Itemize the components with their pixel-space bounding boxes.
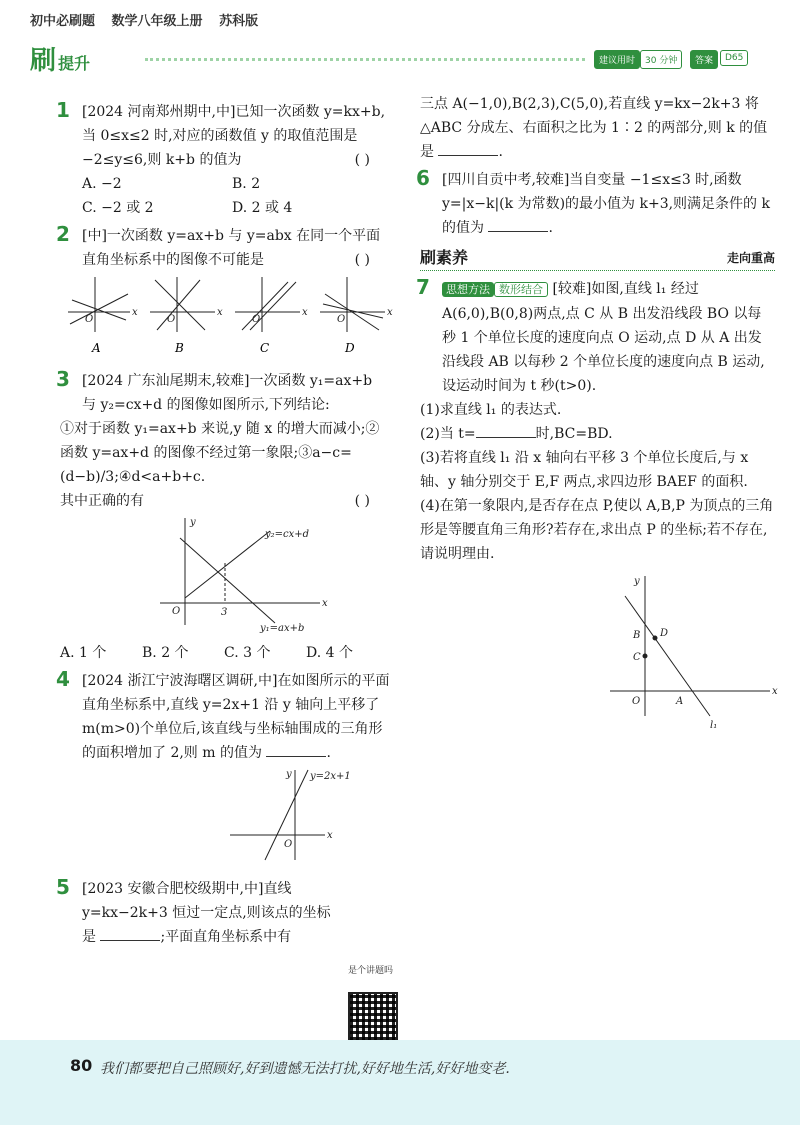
answer-blank[interactable] — [476, 423, 536, 438]
question-ask: 其中正确的有 — [60, 493, 144, 509]
question-text: [四川自贡中考,较难]当自变量 −1≤x≤3 时,函数 y=|x−k|(k 为常数)的最小值为 k+3,则满足条件的 k 的值为 — [442, 172, 770, 236]
option-c[interactable]: C. 3 个 — [224, 645, 271, 661]
option-a[interactable]: A. −2 — [82, 176, 122, 192]
page-number: 80 — [70, 1056, 93, 1075]
right-column — [416, 92, 778, 743]
part-3: (3)若将直线 l₁ 沿 x 轴向右平移 3 个单位长度后,与 x 轴、y 轴分别交于 E,F 两点,求四边形 BAEF 的面积. — [420, 450, 749, 490]
origin-label: O — [284, 839, 293, 850]
question-number: 7 — [416, 275, 430, 299]
point-b-label: B — [633, 630, 641, 641]
option-b[interactable]: B. 2 个 — [142, 645, 189, 661]
left-column — [56, 98, 393, 953]
answer-blank[interactable] — [266, 742, 326, 757]
time-value: 30 分钟 — [640, 50, 682, 69]
option-b[interactable]: B. 2 — [232, 176, 261, 192]
answer-paren: ( ) — [354, 152, 370, 168]
time-label: 建议用时 — [594, 50, 640, 69]
subject-title: 数学八年级上册 — [111, 14, 203, 29]
svg-text:x: x — [132, 307, 138, 318]
question-text: [2024 河南郑州期中,中]已知一次函数 y=kx+b,当 0≤x≤2 时,对应的函数值 y 的取值范围是 −2≤y≤6,则 k+b 的值为 — [82, 104, 386, 168]
tick-label: 3 — [221, 607, 228, 618]
svg-text:x: x — [217, 307, 223, 318]
option-c[interactable]: C. −2 或 2 — [82, 200, 154, 216]
svg-text:O: O — [252, 314, 261, 325]
answer-paren: ( ) — [354, 493, 370, 509]
section-title: 刷素养 — [420, 248, 469, 267]
axis-y-label: y — [190, 517, 196, 528]
q4-graph — [60, 765, 390, 865]
origin-label: O — [632, 696, 641, 707]
qr-code[interactable] — [348, 992, 398, 1042]
part-4: (4)在第一象限内,是否存在点 P,使以 A,B,P 为顶点的三角形是等腰直角三角形?若存在,求出点 P 的坐标;若不存在,请说明理由. — [420, 498, 774, 562]
part-2: (2)当 t= 时,BC=BD. — [420, 422, 775, 446]
origin-label: O — [172, 606, 181, 617]
answer-blank[interactable] — [100, 926, 160, 941]
point-c-label: C — [633, 652, 641, 663]
line-label: y=2x+1 — [310, 771, 351, 782]
answer-blank[interactable] — [438, 141, 498, 156]
q3-graph — [60, 513, 390, 633]
svg-text:O: O — [85, 314, 94, 325]
question-2 — [56, 222, 393, 365]
answer-page: D65 — [720, 50, 748, 66]
option-d[interactable]: D. 2 或 4 — [232, 200, 293, 216]
axis-x-label: x — [322, 598, 328, 609]
graph-a[interactable] — [68, 277, 138, 332]
options — [60, 172, 390, 220]
question-text: [中]一次函数 y=ax+b 与 y=abx 在同一个平面直角坐标系中的图像不可能是 — [82, 228, 381, 268]
question-text: 三点 A(−1,0),B(2,3),C(5,0),若直线 y=kx−2k+3 将△ABC 分成左、右面积之比为 1∶2 的两部分,则 k 的值是 — [420, 96, 768, 160]
svg-text:O: O — [167, 314, 176, 325]
question-6: 6 [四川自贡中考,较难]当自变量 −1≤x≤3 时,函数 y=|x−k|(k 为常数)的最小值为 k+3,则满足条件的 k 的值为 . — [416, 166, 770, 236]
answer-label: 答案 — [690, 50, 718, 69]
graph-c[interactable] — [235, 277, 308, 332]
question-text: [2023 安徽合肥校级期中,中]直线 y=kx−2k+3 恒过一定点,则该点的坐标是 — [82, 881, 331, 945]
answer-blank[interactable] — [488, 217, 548, 232]
edition-title: 苏科版 — [219, 14, 259, 29]
option-d[interactable]: D. 4 个 — [306, 645, 353, 661]
svg-text:O: O — [337, 314, 346, 325]
question-text: [2024 浙江宁波海曙区调研,中]在如图所示的平面直角坐标系中,直线 y=2x+1 沿 y 轴向上平移了 m(m>0)个单位后,该直线与坐标轴围成的三角形的面积增加了 2,则 m 的值为 — [82, 673, 390, 761]
answer-paren: ( ) — [354, 252, 370, 268]
dotted-divider — [145, 58, 585, 61]
point-d-label: D — [660, 628, 669, 639]
method-tag: 思想方法 — [442, 282, 494, 297]
graph-label-a: A — [92, 341, 101, 355]
question-number: 3 — [56, 367, 70, 391]
conclusions: ①对于函数 y₁=ax+b 来说,y 随 x 的增大而减小;②函数 y=ax+d 的图像不经过第一象限;③a−c=(d−b)/3;④d<a+b+c. — [60, 421, 380, 485]
line1-label: y₁=ax+b — [260, 623, 305, 634]
question-5 — [56, 875, 390, 949]
options — [60, 641, 390, 665]
axis-x-label: x — [327, 830, 333, 841]
question-text: [较难]如图,直线 l₁ 经过 A(6,0),B(0,8)两点,点 C 从 B 出发沿线段 BO 以每秒 1 个单位长度的速度向点 O 运动,点 D 从 A 出发沿线段 AB 以每秒 2 个单位长度的速度向点 B 运动,设运动时间为 t 秒(t>0). — [442, 281, 765, 394]
part-1: (1)求直线 l₁ 的表达式. — [420, 402, 562, 418]
method-tag-2: 数形结合 — [494, 282, 548, 297]
q7-graph — [420, 566, 778, 731]
footer-quote: 我们都要把自己照顾好,好到遗憾无法打扰,好好地生活,好好地变老. — [100, 1061, 510, 1077]
svg-text:x: x — [387, 307, 393, 318]
axis-y-label: y — [286, 769, 292, 780]
question-4: 4 [2024 浙江宁波海曙区调研,中]在如图所示的平面直角坐标系中,直线 y=2x+1 沿 y 轴向上平移了 m(m>0)个单位后,该直线与坐标轴围成的三角形的面积增加了 2,则 m 的值为 . x y O y=2x+1 — [60, 669, 390, 873]
question-1 — [56, 98, 390, 220]
brand-small: 提升 — [58, 54, 91, 73]
graph-d[interactable] — [320, 277, 393, 332]
graph-label-b: B — [175, 341, 184, 355]
qr-label: 是个讲题吗 — [348, 966, 394, 976]
question-number: 5 — [56, 875, 70, 899]
footer-band — [0, 1040, 800, 1125]
point-a-label: A — [676, 696, 684, 707]
line-l1-label: l₁ — [710, 720, 718, 731]
question-number: 4 — [56, 667, 70, 691]
section-right: 走向重高 — [726, 251, 775, 265]
axis-x-label: x — [772, 686, 778, 697]
axis-y-label: y — [634, 576, 640, 587]
option-a[interactable]: A. 1 个 — [60, 645, 107, 661]
section-brand — [30, 40, 90, 77]
question-text-cont: ;平面直角坐标系中有 — [160, 929, 292, 945]
question-5-continued: 三点 A(−1,0),B(2,3),C(5,0),若直线 y=kx−2k+3 将△ABC 分成左、右面积之比为 1∶2 的两部分,则 k 的值是 . — [420, 96, 768, 160]
question-text: [2024 广东汕尾期末,较难]一次函数 y₁=ax+b 与 y₂=cx+d 的图像如图所示,下列结论: — [82, 373, 373, 413]
question-number: 2 — [56, 222, 70, 246]
question-7 — [416, 275, 778, 739]
book-title: 初中必刷题 — [30, 14, 96, 29]
graph-label-d: D — [345, 341, 355, 355]
header-bar — [30, 10, 270, 29]
q2-graphs — [60, 272, 393, 357]
question-3 — [56, 367, 390, 665]
section-header — [420, 246, 775, 271]
svg-text:x: x — [302, 307, 308, 318]
graph-b[interactable] — [150, 277, 223, 332]
brand-big: 刷 — [30, 46, 57, 76]
line2-label: y₂=cx+d — [265, 529, 310, 540]
graph-label-c: C — [260, 341, 270, 355]
question-number: 6 — [416, 166, 430, 190]
question-number: 1 — [56, 98, 70, 122]
